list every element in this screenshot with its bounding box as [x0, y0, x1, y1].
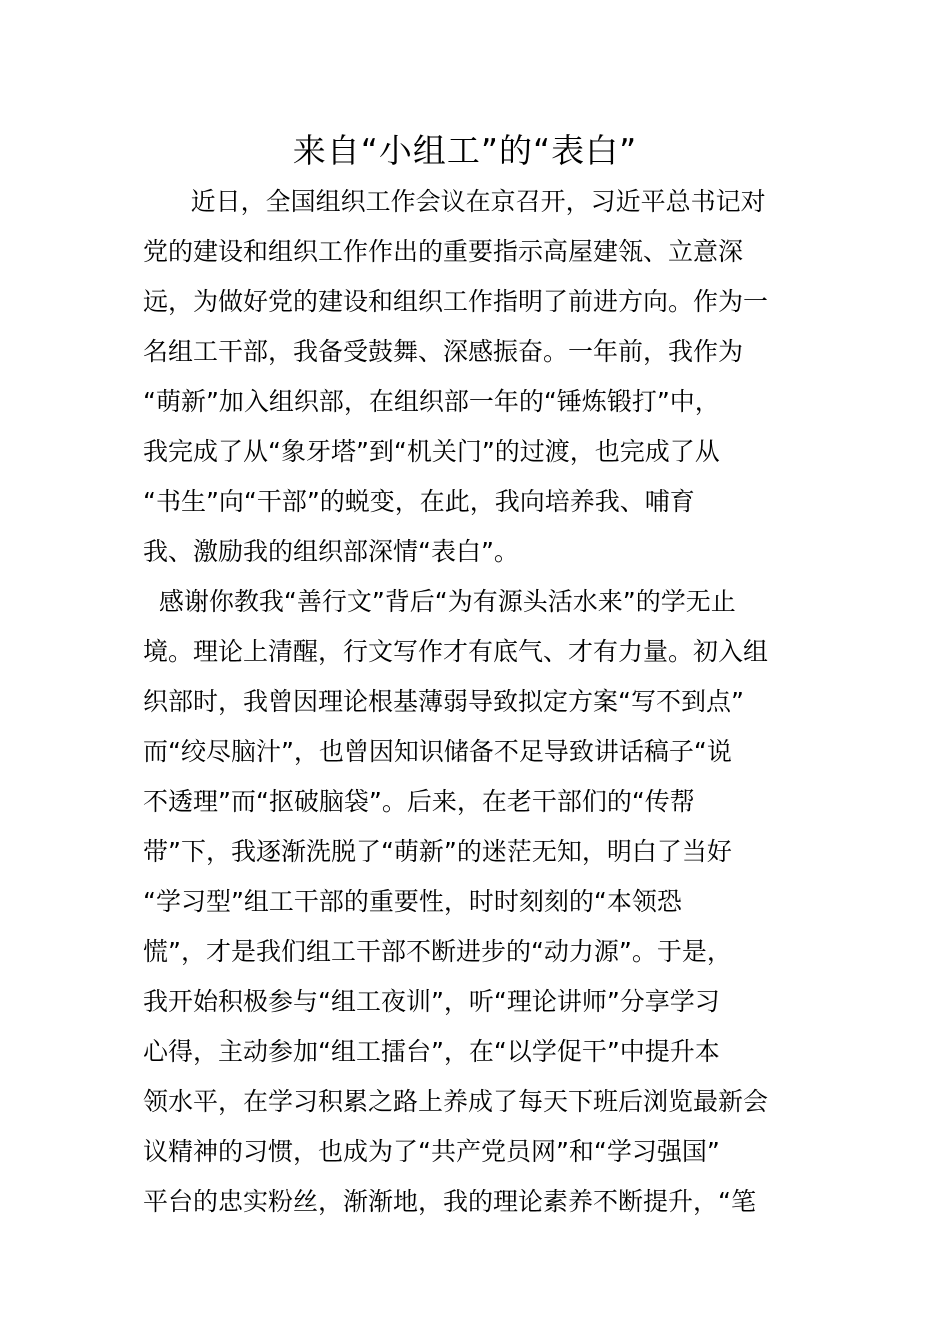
- body-line: 织部时，我曾因理论根基薄弱导致拟定方案“写不到点”: [143, 687, 744, 716]
- body-line: 远，为做好党的建设和组织工作指明了前进方向。作为一: [143, 287, 769, 316]
- body-line: 近日，全国组织工作会议在京召开，习近平总书记对: [143, 187, 766, 216]
- body-line: 平台的忠实粉丝，渐渐地，我的理论素养不断提升，“笔: [143, 1187, 756, 1216]
- body-line: 带”下，我逐渐洗脱了“萌新”的迷茫无知，明白了当好: [143, 837, 732, 866]
- body-line: 心得，主动参加“组工擂台”，在“以学促干”中提升本: [143, 1037, 720, 1066]
- body-line: 境。理论上清醒，行文写作才有底气、才有力量。初入组: [143, 637, 769, 666]
- document-body: [143, 177, 815, 1227]
- body-line: 名组工干部，我备受鼓舞、深感振奋。一年前，我作为: [143, 337, 744, 366]
- document-title: 来自“小组工”的“表白”: [292, 131, 638, 170]
- body-line: “学习型”组工干部的重要性，时时刻刻的“本领恐: [143, 887, 682, 916]
- body-line: “书生”向“干部”的蜕变，在此，我向培养我、哺育: [143, 487, 695, 516]
- body-line: 而“绞尽脑汁”，也曾因知识储备不足导致讲话稿子“说: [143, 737, 732, 766]
- body-line: 慌”，才是我们组工干部不断进步的“动力源”。于是，: [143, 937, 732, 966]
- body-line: 感谢你教我“善行文”背后“为有源头活水来”的学无止: [143, 587, 736, 616]
- body-line: 不透理”而“抠破脑袋”。后来，在老干部们的“传帮: [143, 787, 695, 816]
- body-line: 领水平，在学习积累之路上养成了每天下班后浏览最新会: [143, 1087, 769, 1116]
- body-line: 我开始积极参与“组工夜训”，听“理论讲师”分享学习: [143, 987, 720, 1016]
- body-line: 我、激励我的组织部深情“表白”。: [143, 537, 519, 566]
- body-line: 我完成了从“象牙塔”到“机关门”的过渡，也完成了从: [143, 437, 720, 466]
- body-line: “萌新”加入组织部，在组织部一年的“锤炼锻打”中，: [143, 387, 720, 416]
- body-line: 党的建设和组织工作作出的重要指示高屋建瓴、立意深: [143, 237, 744, 266]
- body-line: 议精神的习惯，也成为了“共产党员网”和“学习强国”: [143, 1137, 720, 1166]
